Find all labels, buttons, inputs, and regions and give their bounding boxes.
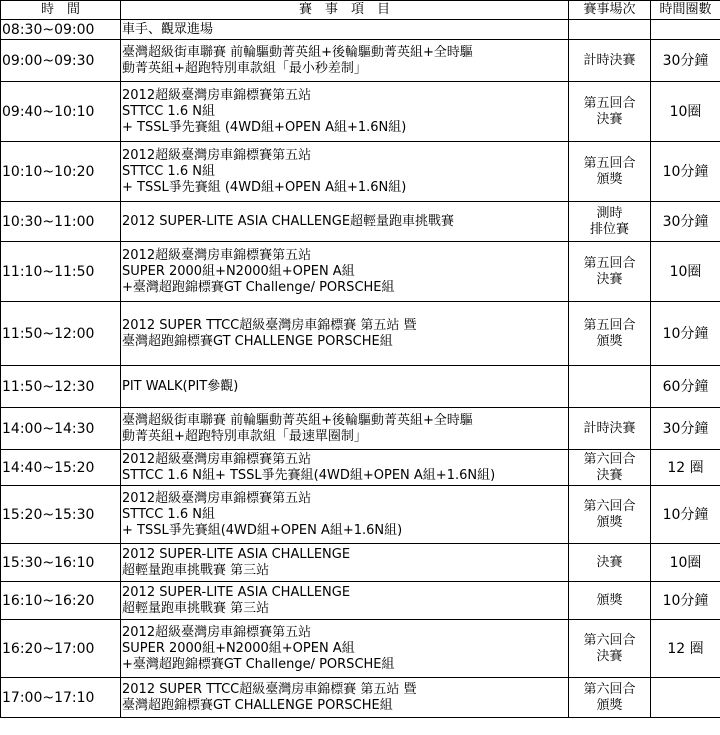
- time-cell: 15:20~15:30: [1, 486, 121, 544]
- session-cell: 計時決賽: [569, 40, 651, 82]
- time-cell: 10:30~11:00: [1, 202, 121, 242]
- table-row: [1, 486, 720, 544]
- table-row: [1, 20, 720, 40]
- header-row: [1, 1, 720, 20]
- event-cell: 臺灣超級街車聯賽 前輪驅動菁英組+後輪驅動菁英組+全時驅 動菁英組+超跑特別車款組「最速單圈制」: [121, 408, 569, 450]
- table-row: [1, 408, 720, 450]
- time-cell: 16:10~16:20: [1, 582, 121, 620]
- session-cell: 決賽: [569, 544, 651, 582]
- duration-cell: [651, 678, 720, 718]
- session-cell: 計時決賽: [569, 408, 651, 450]
- event-cell: 2012超級臺灣房車錦標賽第五站 STTCC 1.6 N組+ TSSL爭先賽組(4WD組+OPEN A組+1.6N組): [121, 450, 569, 486]
- time-cell: 14:40~15:20: [1, 450, 121, 486]
- event-cell: 2012 SUPER-LITE ASIA CHALLENGE 超輕量跑車挑戰賽 第三站: [121, 544, 569, 582]
- duration-cell: 10圈: [651, 544, 720, 582]
- event-cell: PIT WALK(PIT參觀): [121, 366, 569, 408]
- event-cell: 2012超級臺灣房車錦標賽第五站 SUPER 2000組+N2000組+OPEN A組 +臺灣超跑錦標賽GT Challenge/ PORSCHE組: [121, 620, 569, 678]
- duration-cell: 30分鐘: [651, 408, 720, 450]
- duration-cell: 12 圈: [651, 450, 720, 486]
- table-row: [1, 544, 720, 582]
- event-cell: 臺灣超級街車聯賽 前輪驅動菁英組+後輪驅動菁英組+全時驅 動菁英組+超跑特別車款組「最小秒差制」: [121, 40, 569, 82]
- table-row: [1, 202, 720, 242]
- time-cell: 11:50~12:00: [1, 302, 121, 366]
- time-cell: 11:10~11:50: [1, 242, 121, 302]
- duration-cell: 10分鐘: [651, 142, 720, 202]
- time-cell: 16:20~17:00: [1, 620, 121, 678]
- header-session: 賽事場次: [569, 1, 651, 20]
- duration-cell: 10分鐘: [651, 302, 720, 366]
- duration-cell: 10圈: [651, 242, 720, 302]
- event-cell: 2012 SUPER TTCC超級臺灣房車錦標賽 第五站 暨 臺灣超跑錦標賽GT CHALLENGE PORSCHE組: [121, 302, 569, 366]
- table-row: [1, 242, 720, 302]
- duration-cell: [651, 20, 720, 40]
- event-cell: 2012超級臺灣房車錦標賽第五站 STTCC 1.6 N組 + TSSL爭先賽組 (4WD組+OPEN A組+1.6N組): [121, 142, 569, 202]
- duration-cell: 60分鐘: [651, 366, 720, 408]
- event-cell: 2012超級臺灣房車錦標賽第五站 STTCC 1.6 N組 + TSSL爭先賽組 (4WD組+OPEN A組+1.6N組): [121, 82, 569, 142]
- duration-cell: 12 圈: [651, 620, 720, 678]
- table-row: [1, 450, 720, 486]
- session-cell: 第六回合 決賽: [569, 450, 651, 486]
- time-cell: 09:40~10:10: [1, 82, 121, 142]
- table-row: [1, 678, 720, 718]
- event-cell: 車手、觀眾進場: [121, 20, 569, 40]
- event-cell: 2012 SUPER TTCC超級臺灣房車錦標賽 第五站 暨 臺灣超跑錦標賽GT CHALLENGE PORSCHE組: [121, 678, 569, 718]
- duration-cell: 30分鐘: [651, 40, 720, 82]
- time-cell: 09:00~09:30: [1, 40, 121, 82]
- session-cell: 頒獎: [569, 582, 651, 620]
- header-duration: 時間圈數: [651, 1, 720, 20]
- session-cell: 第五回合 頒獎: [569, 142, 651, 202]
- time-cell: 08:30~09:00: [1, 20, 121, 40]
- session-cell: 第六回合 決賽: [569, 620, 651, 678]
- duration-cell: 10分鐘: [651, 486, 720, 544]
- time-cell: 15:30~16:10: [1, 544, 121, 582]
- session-cell: [569, 20, 651, 40]
- session-cell: 第五回合 決賽: [569, 242, 651, 302]
- time-cell: 10:10~10:20: [1, 142, 121, 202]
- session-cell: 測時 排位賽: [569, 202, 651, 242]
- session-cell: [569, 366, 651, 408]
- session-cell: 第五回合 頒獎: [569, 302, 651, 366]
- time-cell: 11:50~12:30: [1, 366, 121, 408]
- duration-cell: 10圈: [651, 82, 720, 142]
- table-row: [1, 620, 720, 678]
- header-time: 時 間: [1, 1, 121, 20]
- time-cell: 17:00~17:10: [1, 678, 121, 718]
- session-cell: 第五回合 決賽: [569, 82, 651, 142]
- table-row: [1, 82, 720, 142]
- duration-cell: 30分鐘: [651, 202, 720, 242]
- event-cell: 2012超級臺灣房車錦標賽第五站 SUPER 2000組+N2000組+OPEN A組 +臺灣超跑錦標賽GT Challenge/ PORSCHE組: [121, 242, 569, 302]
- duration-cell: 10分鐘: [651, 582, 720, 620]
- table-row: [1, 142, 720, 202]
- table-row: [1, 302, 720, 366]
- event-cell: 2012超級臺灣房車錦標賽第五站 STTCC 1.6 N組 + TSSL爭先賽組(4WD組+OPEN A組+1.6N組): [121, 486, 569, 544]
- table-row: [1, 582, 720, 620]
- time-cell: 14:00~14:30: [1, 408, 121, 450]
- table-row: [1, 40, 720, 82]
- event-cell: 2012 SUPER-LITE ASIA CHALLENGE 超輕量跑車挑戰賽 第三站: [121, 582, 569, 620]
- session-cell: 第六回合 頒獎: [569, 486, 651, 544]
- table-row: [1, 366, 720, 408]
- event-cell: 2012 SUPER-LITE ASIA CHALLENGE超輕量跑車挑戰賽: [121, 202, 569, 242]
- header-event: 賽 事 項 目: [121, 1, 569, 20]
- session-cell: 第六回合 頒獎: [569, 678, 651, 718]
